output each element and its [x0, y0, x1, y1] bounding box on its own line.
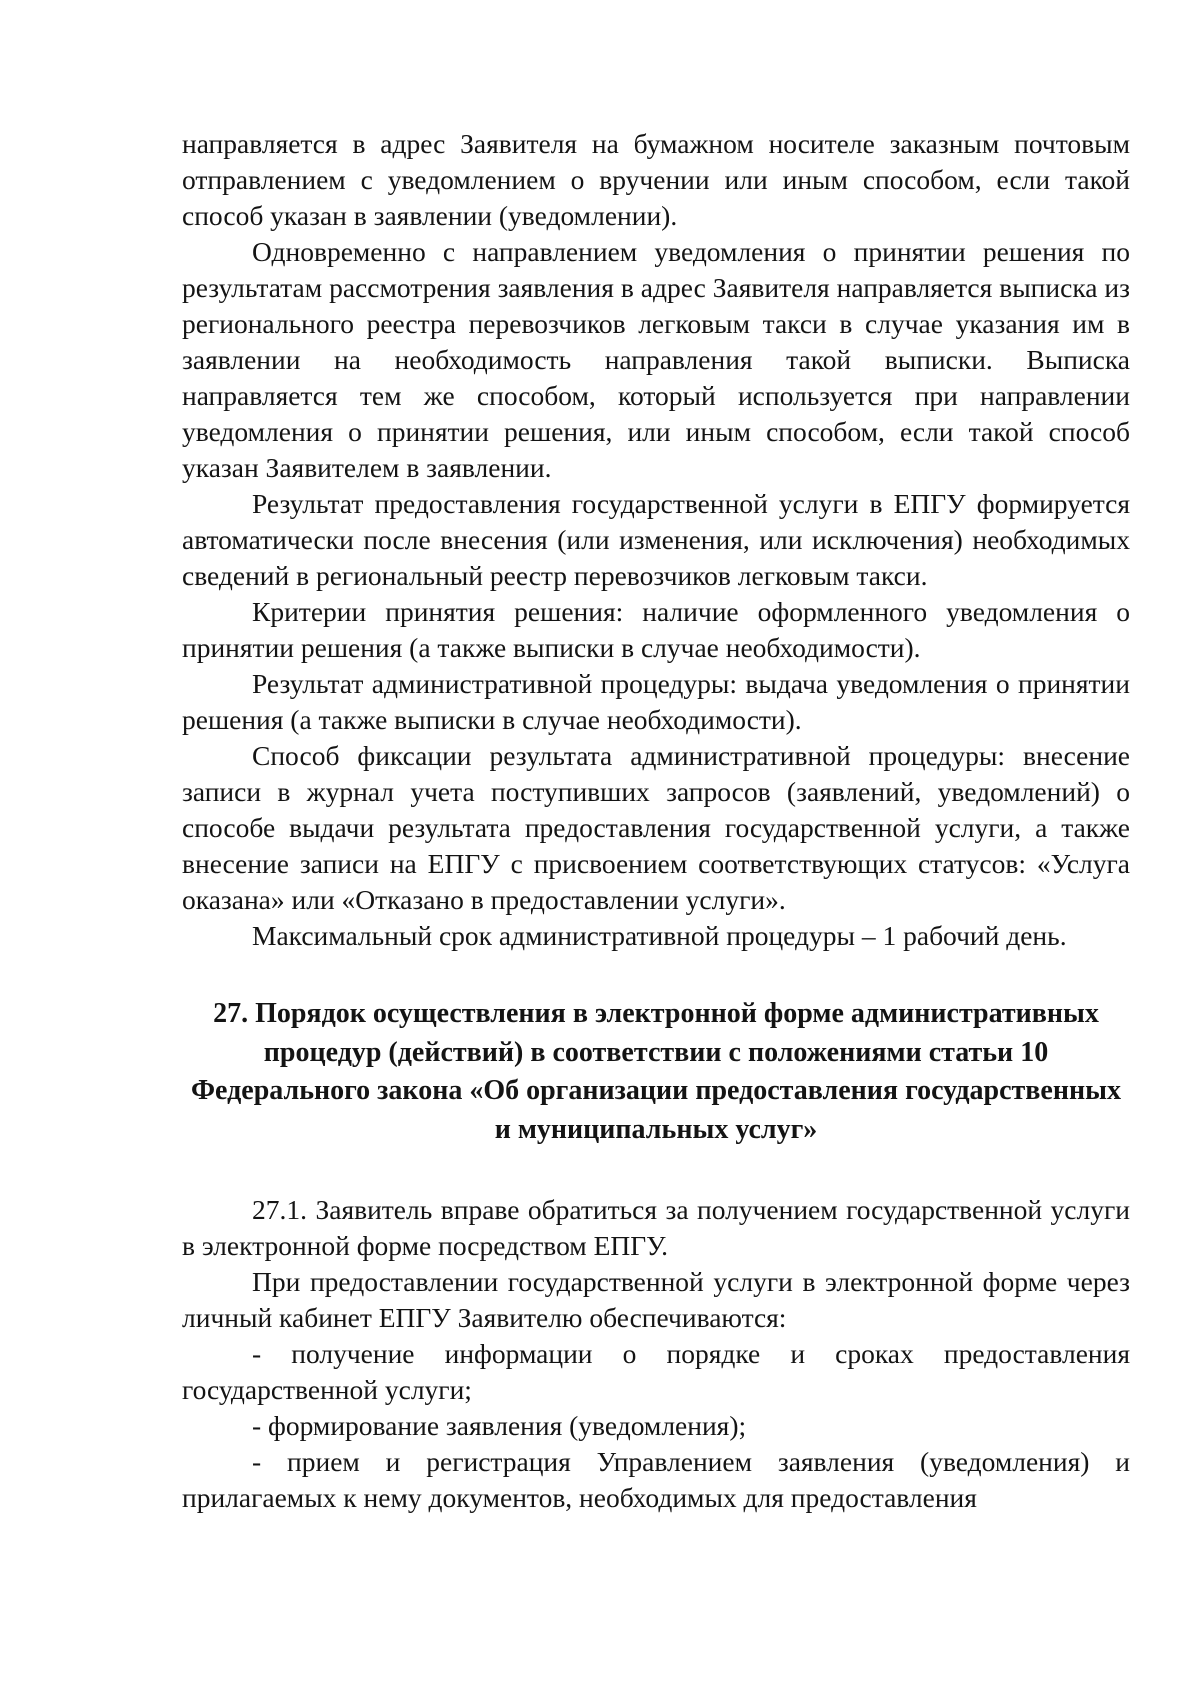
- heading-line: процедур (действий) в соответствии с положениями статьи 10: [263, 1036, 1049, 1068]
- paragraph-decision-criteria: Критерии принятия решения: наличие оформленного уведомления о принятии решения (а также выписки в случае необходимости).: [182, 596, 1130, 663]
- paragraph-registry-extract: Одновременно с направлением уведомления о принятии решения по результатам рассмотрения заявления в адрес Заявителя направляется выписка из регионального реестра перевозчиков легковым такси в случае указания им в заявлении на необходимость направления такой выписки. Выписка направляется тем же способом, который используется при направлении уведомления о принятии решения, или иным способом, если такой способ указан Заявителем в заявлении.: [182, 236, 1130, 483]
- heading-line: 27. Порядок осуществления в электронной форме административных: [213, 998, 1099, 1029]
- paragraph-mail-delivery: направляется в адрес Заявителя на бумажном носителе заказным почтовым отправлением с уведомлением о вручении или иным способом, если такой способ указан в заявлении (уведомлении).: [182, 128, 1130, 231]
- paragraph-epgu-result: Результат предоставления государственной услуги в ЕПГУ формируется автоматически после внесения (или изменения, или исключения) необходимых сведений в региональный реестр перевозчиков легковым такси.: [182, 488, 1130, 591]
- heading-line: и муниципальных услуг»: [494, 1113, 818, 1145]
- paragraph-personal-cabinet: При предоставлении государственной услуги в электронной форме через личный кабинет ЕПГУ Заявителю обеспечиваются:: [182, 1266, 1130, 1333]
- heading-line: Федерального закона «Об организации предоставления государственных: [191, 1075, 1121, 1106]
- paragraph-max-term: Максимальный срок административной процедуры – 1 рабочий день.: [252, 920, 1067, 951]
- paragraph-result-recording: Способ фиксации результата административной процедуры: внесение записи в журнал учета поступивших запросов (заявлений, уведомлений) о способе выдачи результата предоставления государственной услуги, а также внесение записи на ЕПГУ с присвоением соответствующих статусов: «Услуга оказана» или «Отказано в предоставлении услуги».: [182, 740, 1130, 915]
- document-page: [182, 126, 1130, 1516]
- spacer: [182, 954, 1130, 995]
- paragraph-electronic-form: 27.1. Заявитель вправе обратиться за получением государственной услуги в электронной форме посредством ЕПГУ.: [182, 1194, 1130, 1261]
- paragraph-procedure-result: Результат административной процедуры: выдача уведомления о принятии решения (а также выписки в случае необходимости).: [182, 668, 1130, 735]
- spacer: [182, 1149, 1130, 1192]
- list-item: - получение информации о порядке и сроках предоставления государственной услуги;: [182, 1338, 1130, 1405]
- section-heading: [182, 995, 1130, 1149]
- list-item: - формирование заявления (уведомления);: [252, 1410, 747, 1441]
- list-item: - прием и регистрация Управлением заявления (уведомления) и прилагаемых к нему документов, необходимых для предоставления: [182, 1446, 1130, 1513]
